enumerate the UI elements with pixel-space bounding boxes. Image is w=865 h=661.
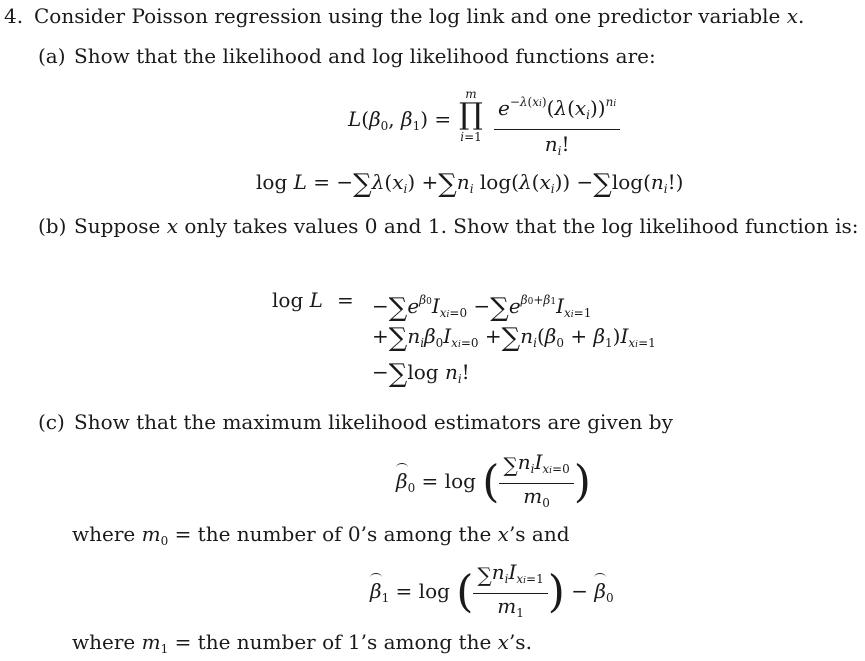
log-likelihood-lhs: log L (272, 288, 323, 312)
problem-intro (34, 4, 804, 28)
where-m0-text: = the number of 0’s among the (174, 522, 492, 546)
log-likelihood-line-2: $+\sum n_i\beta_0I_{xi=0} +\sum n_i(\beta_0 + \beta_1)I_{xi=1}$ (372, 323, 656, 353)
log-likelihood-line-3: −∑log $n_i$! (372, 359, 470, 389)
part-b-text (74, 214, 858, 238)
part-b-text-2: only takes values 0 and 1. Show that the log likelihood function is: (184, 214, 859, 238)
problem-intro-end: . (798, 4, 805, 28)
part-b-var: x (166, 214, 178, 238)
beta0-hat: β (396, 469, 408, 493)
beta1-hat-equation: $\beta_1 = \log$ ( $\frac{\sum n_iI_{xi=1}}{m_1}$ ) − $\beta_0$ (370, 560, 614, 625)
where-m1-end: ’s. (508, 630, 532, 654)
part-a-label: (a) (38, 44, 66, 68)
where-m0-end: ’s and (508, 522, 570, 546)
beta1-fraction: $\frac{\sum n_iI_{xi=1}}{m_1}$ (473, 560, 547, 625)
log-likelihood-eq-sign: = (337, 288, 354, 312)
part-c-text: Show that the maximum likelihood estimators are given by (74, 410, 673, 434)
part-a-text: Show that the likelihood and log likelihood functions are: (74, 44, 656, 68)
log-likelihood-equation-a: $\log L = -\sum\lambda(x_i) +\sum n_i$ $\log(\lambda(x_i)) -\sum\log(n_i!)$ (256, 169, 684, 199)
part-c-label: (c) (38, 410, 65, 434)
beta1-hat: β (370, 579, 382, 603)
problem-number: 4. (4, 4, 24, 28)
where-m1-text: = the number of 1’s among the (174, 630, 492, 654)
beta0-fraction: $\frac{\sum n_iI_{xi=0}}{m_0}$ (499, 450, 573, 515)
where-m0-line: where $m_0$ = the number of 0’s among the x’s and (72, 522, 570, 548)
part-b-label: (b) (38, 214, 67, 238)
log-likelihood-line-1: $-\sum e^{\beta 0}I_{xi=0} -\sum e^{\beta 0+\beta 1}I_{xi=1}$ (372, 293, 592, 323)
where-m1-word: where (72, 630, 136, 654)
likelihood-fraction: $\frac{e^{-\lambda(xi)}(\lambda(x_i))^{ni}}{n_i!}$ (494, 88, 620, 165)
where-m0-word: where (72, 522, 136, 546)
beta0-hat-equation: $\beta_0 = \log$ ( $\frac{\sum n_iI_{xi=0}}{m_0}$ ) (396, 450, 591, 515)
problem-intro-var: x (786, 4, 799, 28)
problem-intro-text: Consider Poisson regression using the log link and one predictor variable (34, 4, 781, 28)
where-m1-line: where $m_1$ = the number of 1’s among the x’s. (72, 630, 532, 656)
part-b-text-1: Suppose (74, 214, 161, 238)
